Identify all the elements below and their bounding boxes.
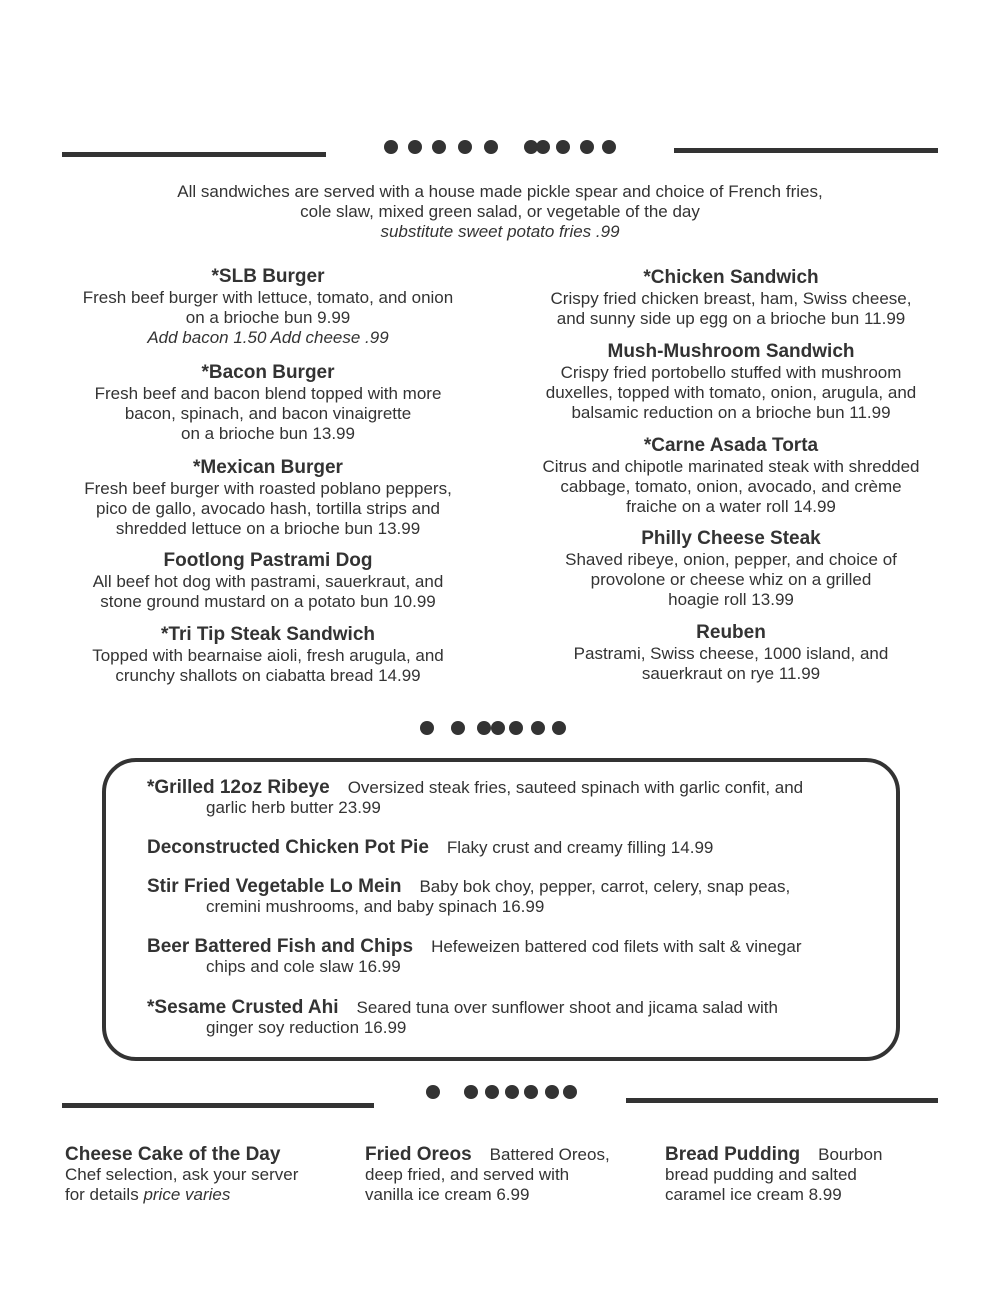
item-description: Shaved ribeye, onion, pepper, and choice of provolone or cheese whiz on a grilled hoagie roll 13.99 bbox=[565, 550, 897, 609]
entree-description: Seared tuna over sunflower shoot and jicama salad with bbox=[356, 998, 778, 1017]
item-name: *Carne Asada Torta bbox=[643, 435, 819, 456]
dessert-item bbox=[665, 1145, 955, 1205]
item-description: Fresh beef and bacon blend topped with more bacon, spinach, and bacon vinaigrette on a brioche bun 13.99 bbox=[94, 384, 442, 443]
item-description: Crispy fried portobello stuffed with mushroom duxelles, topped with tomato, onion, arugula, and balsamic reduction on a brioche bun 11.99 bbox=[545, 363, 917, 422]
menu-item bbox=[521, 528, 941, 622]
entree-item bbox=[147, 838, 867, 858]
item-name: Philly Cheese Steak bbox=[641, 528, 821, 549]
item-description: Pastrami, Swiss cheese, 1000 island, and sauerkraut on rye 11.99 bbox=[573, 644, 889, 683]
entree-description-cont: garlic herb butter 23.99 bbox=[206, 798, 381, 817]
item-name: Mush-Mushroom Sandwich bbox=[607, 341, 855, 362]
item-description: Fresh beef burger with lettuce, tomato, and onion on a brioche bun 9.99 bbox=[82, 288, 454, 327]
dessert-description: Chef selection, ask your server for details bbox=[65, 1165, 299, 1204]
dessert-price: price varies bbox=[143, 1185, 231, 1204]
dots-ornament-top bbox=[380, 140, 620, 156]
divider-bottom-left bbox=[62, 1103, 374, 1108]
dessert-item bbox=[365, 1145, 655, 1205]
menu-item bbox=[58, 624, 478, 686]
entree-description: Flaky crust and creamy filling 14.99 bbox=[446, 838, 714, 857]
menu-item bbox=[521, 341, 941, 435]
dessert-name: Cheese Cake of the Day bbox=[65, 1144, 281, 1165]
entree-item bbox=[147, 998, 867, 1038]
item-name: *Tri Tip Steak Sandwich bbox=[161, 624, 375, 645]
dessert-description: Bourbon bread pudding and salted caramel ice cream 8.99 bbox=[665, 1145, 883, 1204]
divider-top-right bbox=[674, 148, 938, 153]
sandwich-column-right bbox=[521, 267, 941, 684]
entree-name: Beer Battered Fish and Chips bbox=[147, 936, 414, 957]
divider-bottom-right bbox=[626, 1098, 938, 1103]
dessert-item bbox=[65, 1145, 355, 1205]
entree-description-cont: cremini mushrooms, and baby spinach 16.99 bbox=[206, 897, 545, 916]
item-description: Crispy fried chicken breast, ham, Swiss cheese, and sunny side up egg on a brioche bun 11.99 bbox=[550, 289, 912, 328]
menu-item bbox=[521, 435, 941, 528]
dots-ornament-bottom bbox=[424, 1085, 584, 1101]
item-description: Fresh beef burger with roasted poblano peppers, pico de gallo, avocado hash, tortilla strips and shredded lettuce on a brioche bun 13.99 bbox=[84, 479, 452, 538]
entree-description: Baby bok choy, pepper, carrot, celery, snap peas, bbox=[419, 877, 791, 896]
menu-item bbox=[58, 266, 478, 362]
item-description: All beef hot dog with pastrami, sauerkraut, and stone ground mustard on a potato bun 10.99 bbox=[92, 572, 444, 611]
menu-item bbox=[521, 267, 941, 341]
entree-item bbox=[147, 877, 867, 917]
item-description: Citrus and chipotle marinated steak with shredded cabbage, tomato, onion, avocado, and crème fraiche on a water roll 14.99 bbox=[542, 457, 920, 516]
item-name: *SLB Burger bbox=[211, 266, 325, 287]
entree-description-cont: chips and cole slaw 16.99 bbox=[206, 957, 401, 976]
dessert-name: Bread Pudding bbox=[665, 1144, 801, 1165]
intro-substitute-note: substitute sweet potato fries .99 bbox=[380, 222, 620, 241]
dessert-name: Fried Oreos bbox=[365, 1144, 472, 1165]
entree-name: Deconstructed Chicken Pot Pie bbox=[147, 837, 429, 858]
item-name: *Mexican Burger bbox=[193, 457, 343, 478]
item-name: Reuben bbox=[696, 622, 766, 643]
menu-item bbox=[58, 362, 478, 457]
item-name: Footlong Pastrami Dog bbox=[163, 550, 373, 571]
entree-item bbox=[147, 937, 867, 977]
entree-name: Stir Fried Vegetable Lo Mein bbox=[147, 876, 402, 897]
dots-ornament-middle bbox=[418, 721, 578, 737]
sandwich-column-left bbox=[58, 266, 478, 686]
intro-line-2: cole slaw, mixed green salad, or vegetable of the day bbox=[300, 202, 700, 221]
sandwich-intro bbox=[100, 182, 900, 242]
menu-item bbox=[58, 550, 478, 624]
entree-description: Hefeweizen battered cod filets with salt & vinegar bbox=[431, 937, 802, 956]
entree-name: *Grilled 12oz Ribeye bbox=[147, 777, 330, 798]
item-name: *Bacon Burger bbox=[201, 362, 335, 383]
dessert-description: Battered Oreos, deep fried, and served with vanilla ice cream 6.99 bbox=[365, 1145, 610, 1204]
entree-description-cont: ginger soy reduction 16.99 bbox=[206, 1018, 407, 1037]
menu-item bbox=[58, 457, 478, 550]
item-name: *Chicken Sandwich bbox=[643, 267, 819, 288]
item-addons: Add bacon 1.50 Add cheese .99 bbox=[147, 328, 389, 347]
entree-description: Oversized steak fries, sauteed spinach with garlic confit, and bbox=[347, 778, 804, 797]
entree-name: *Sesame Crusted Ahi bbox=[147, 997, 339, 1018]
item-description: Topped with bearnaise aioli, fresh arugula, and crunchy shallots on ciabatta bread 14.99 bbox=[92, 646, 444, 685]
divider-top-left bbox=[62, 152, 326, 157]
intro-line-1: All sandwiches are served with a house made pickle spear and choice of French fries, bbox=[177, 182, 823, 201]
menu-item bbox=[521, 622, 941, 684]
entree-item bbox=[147, 778, 867, 818]
